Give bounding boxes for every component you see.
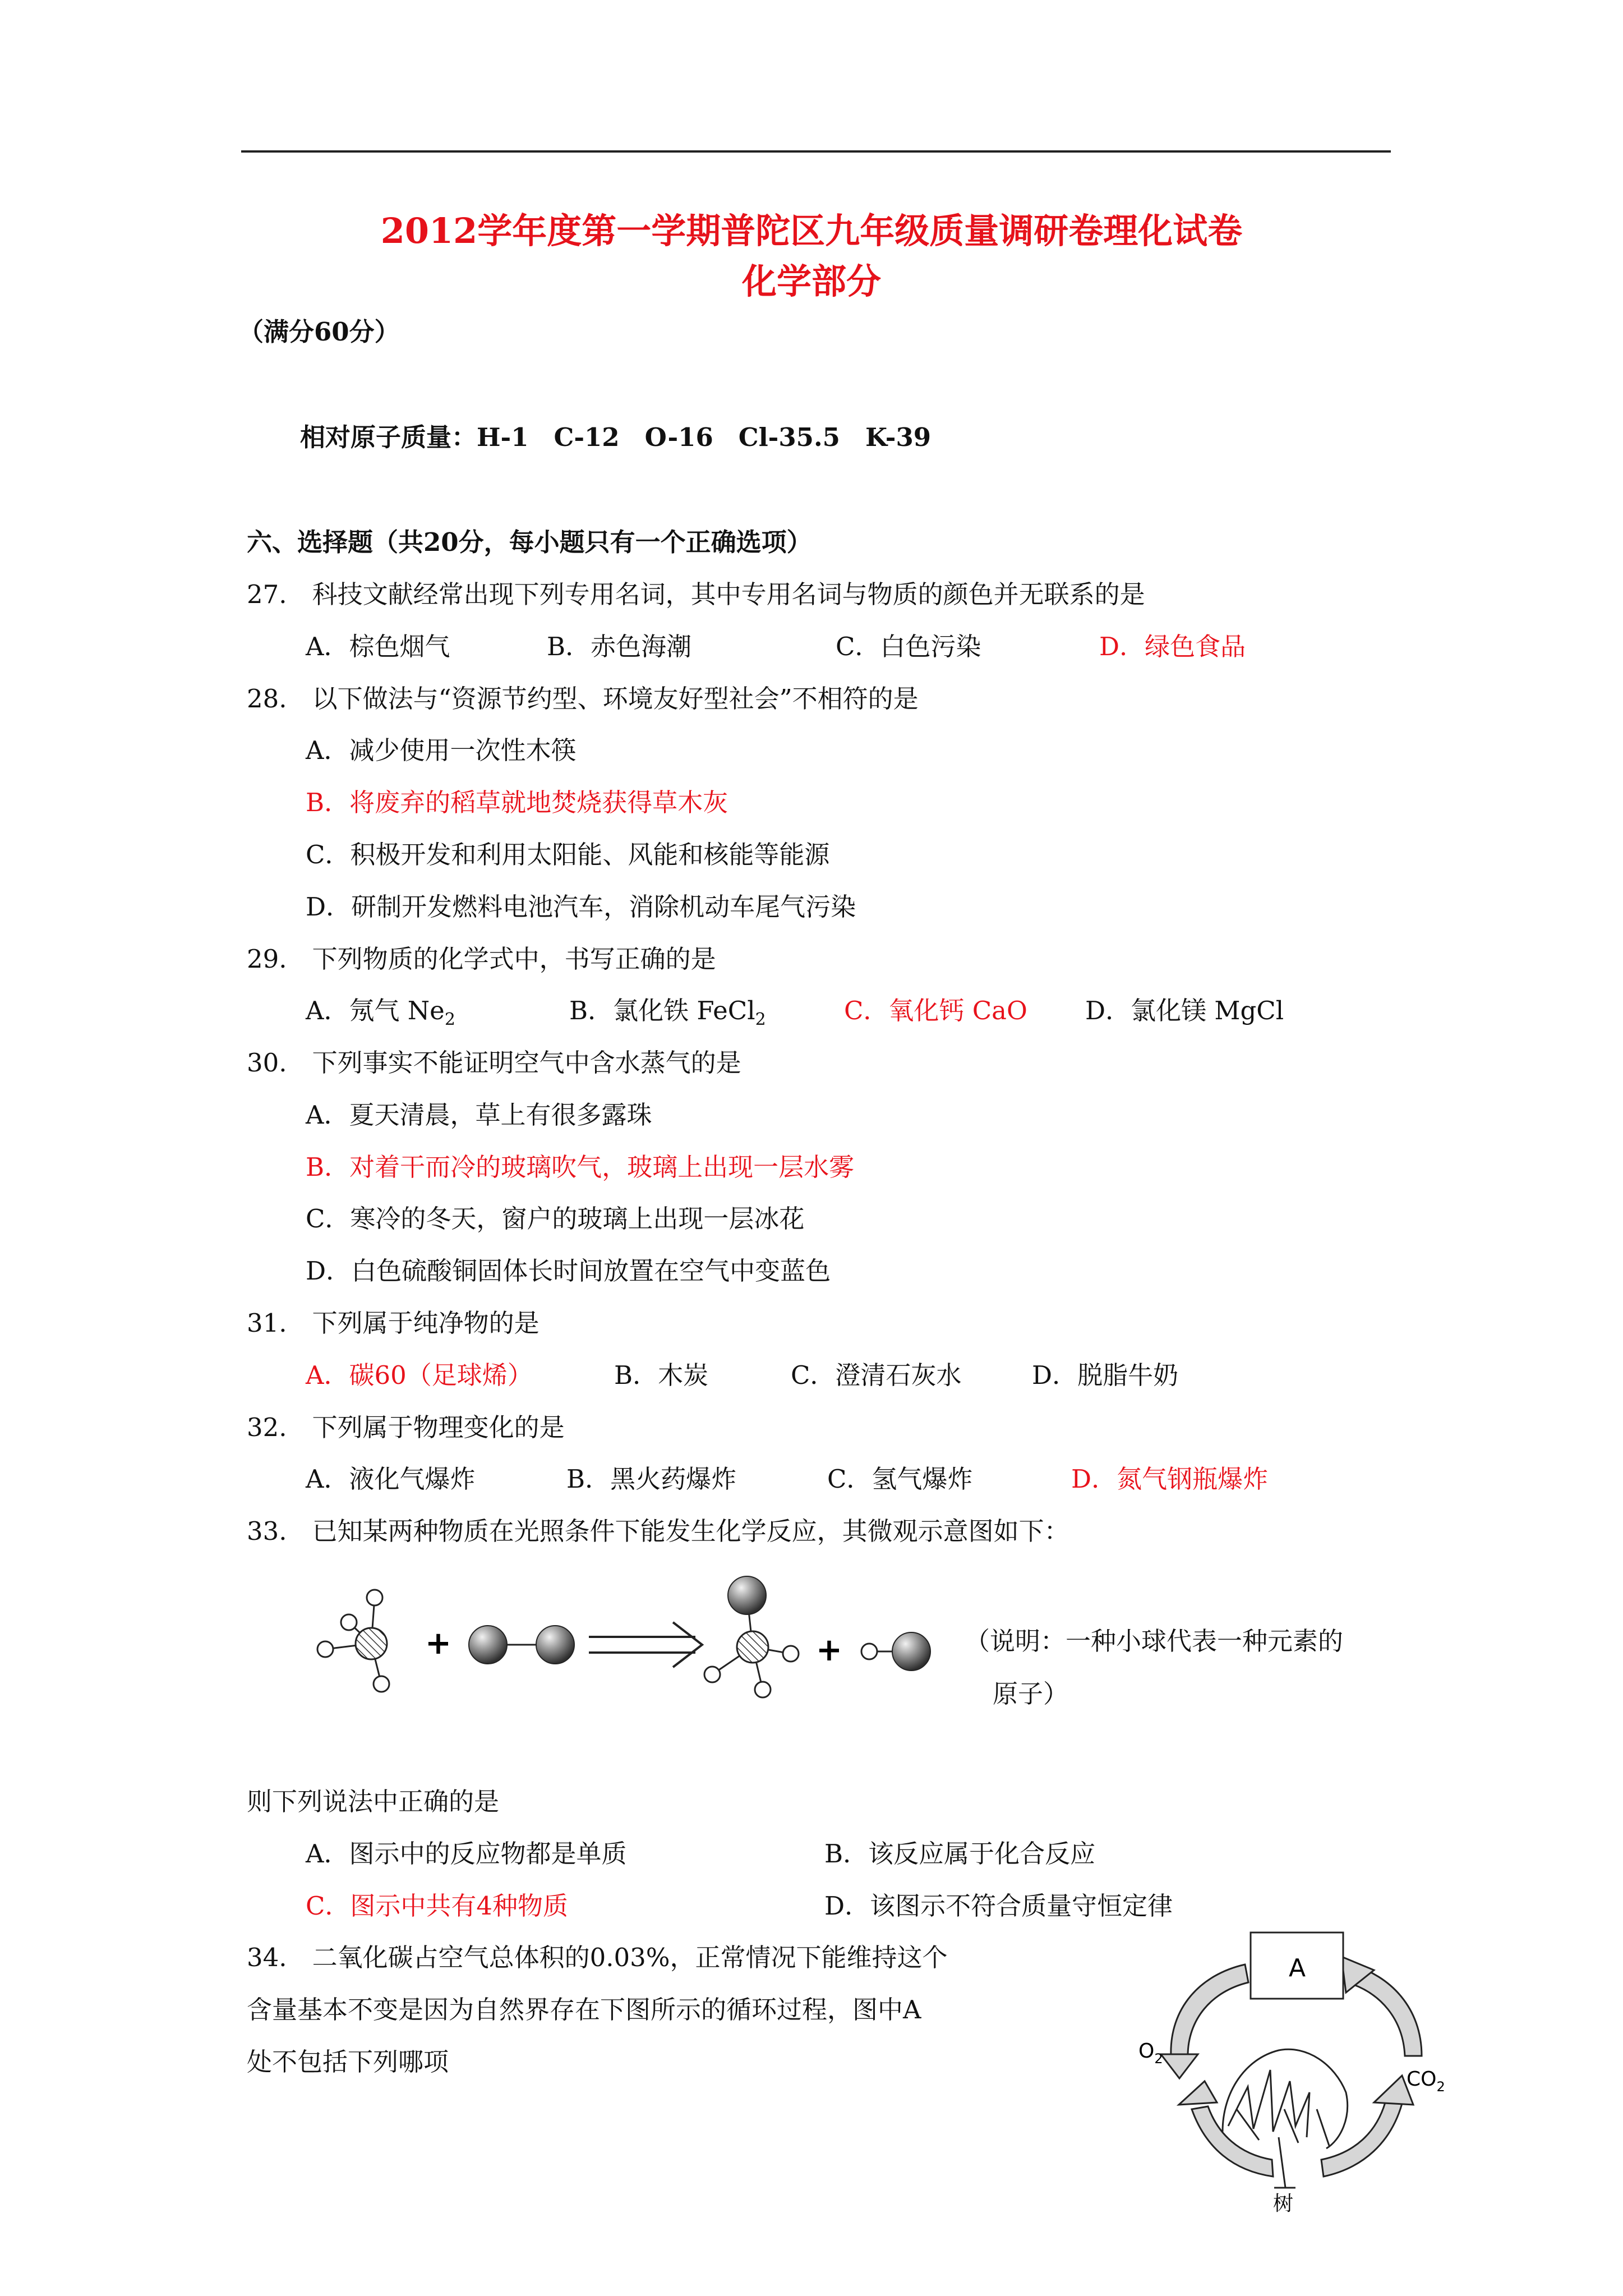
q27-option-c: C．白色污染 xyxy=(836,632,981,661)
exam-title: 2012学年度第一学期普陀区九年级质量调研卷理化试卷 xyxy=(380,210,1243,251)
q29-option-b-subscript: 2 xyxy=(755,1010,766,1029)
q29-option-b-text: B．氯化铁 FeCl xyxy=(569,996,755,1025)
q32-option-b: B．黑火药爆炸 xyxy=(566,1464,737,1494)
q27-option-b: B．赤色海潮 xyxy=(547,632,692,661)
reactant-molecule-2 xyxy=(469,1626,574,1664)
co2-label xyxy=(1407,2068,1445,2095)
q32-option-d-answer: D．氮气钢瓶爆炸 xyxy=(1071,1464,1269,1494)
q27-option-d-answer: D．绿色食品 xyxy=(1099,632,1246,661)
q31-option-c: C．澄清石灰水 xyxy=(791,1360,962,1390)
q30-option-d: D．白色硫酸铜固体长时间放置在空气中变蓝色 xyxy=(306,1256,831,1286)
q32-stem: 32. 下列属于物理变化的是 xyxy=(247,1412,565,1442)
q28-option-c: C．积极开发和利用太阳能、风能和核能等能源 xyxy=(306,840,830,869)
q28-option-d: D．研制开发燃料电池汽车，消除机动车尾气污染 xyxy=(306,892,856,922)
q31-option-d: D．脱脂牛奶 xyxy=(1032,1360,1179,1390)
q28-option-b-answer: B．将废弃的稻草就地焚烧获得草木灰 xyxy=(306,788,728,817)
co2-label-text: CO xyxy=(1407,2068,1437,2091)
plus-sign-1: + xyxy=(425,1625,451,1662)
q29-option-b xyxy=(569,994,766,1037)
reaction-arrow xyxy=(589,1622,702,1667)
carbon-cycle-diagram xyxy=(1138,1924,1453,2216)
q33-note-line1: （说明：一种小球代表一种元素的 xyxy=(965,1626,1344,1656)
tree-label: 树 xyxy=(1273,2192,1294,2215)
q28-option-a: A．减少使用一次性木筷 xyxy=(306,735,577,765)
q32-option-c: C．氢气爆炸 xyxy=(827,1464,973,1494)
q31-option-b: B．木炭 xyxy=(614,1360,709,1390)
reactant-molecule-1 xyxy=(317,1590,389,1692)
q31-stem: 31. 下列属于纯净物的是 xyxy=(247,1308,540,1338)
q28-stem: 28. 以下做法与“资源节约型、环境友好型社会”不相符的是 xyxy=(247,684,919,714)
q29-option-a-text: A．氖气 Ne xyxy=(306,996,445,1025)
q30-stem: 30. 下列事实不能证明空气中含水蒸气的是 xyxy=(247,1048,741,1078)
exam-subtitle: 化学部分 xyxy=(741,261,881,302)
co2-label-subscript: 2 xyxy=(1436,2079,1445,2095)
q29-option-c-answer: C．氧化钙 CaO xyxy=(844,996,1027,1025)
product-molecule-2 xyxy=(861,1632,930,1671)
section-heading: 六、选择题（共20分，每小题只有一个正确选项） xyxy=(247,527,812,557)
q29-stem: 29. 下列物质的化学式中，书写正确的是 xyxy=(247,944,716,974)
o2-label xyxy=(1138,2040,1163,2067)
q34-line2: 含量基本不变是因为自然界存在下图所示的循环过程，图中A xyxy=(247,1995,921,2024)
q29-option-a xyxy=(306,994,455,1037)
full-score: （满分60分） xyxy=(238,317,400,347)
plus-sign-2: + xyxy=(816,1632,842,1668)
product-molecule-1 xyxy=(704,1576,799,1697)
q33-stem: 33. 已知某两种物质在光照条件下能发生化学反应，其微观示意图如下： xyxy=(247,1516,1069,1546)
q29-option-d: D．氯化镁 MgCl xyxy=(1085,996,1284,1025)
q33-note-line2: 原子） xyxy=(993,1679,1069,1709)
q29-option-a-subscript: 2 xyxy=(444,1010,455,1029)
o2-label-text: O xyxy=(1138,2040,1155,2063)
q33-follow: 则下列说法中正确的是 xyxy=(247,1787,500,1816)
q32-option-a: A．液化气爆炸 xyxy=(306,1464,476,1494)
reaction-diagram xyxy=(303,1571,976,1717)
q27-option-a: A．棕色烟气 xyxy=(306,632,450,661)
q31-option-a-answer: A．碳60（足球烯） xyxy=(306,1360,533,1390)
q33-option-b: B．该反应属于化合反应 xyxy=(824,1839,1096,1869)
q27-stem: 27. 科技文献经常出现下列专用名词，其中专用名词与物质的颜色并无联系的是 xyxy=(247,579,1145,609)
q30-option-c: C．寒冷的冬天，窗户的玻璃上出现一层冰花 xyxy=(306,1204,805,1234)
q34-line3: 处不包括下列哪项 xyxy=(247,2047,449,2077)
top-rule xyxy=(241,150,1391,153)
q34-line1: 34. 二氧化碳占空气总体积的0.03%，正常情况下能维持这个 xyxy=(247,1943,948,1972)
q30-option-b-answer: B．对着干而冷的玻璃吹气，玻璃上出现一层水雾 xyxy=(306,1152,855,1182)
q33-option-c-answer: C．图示中共有4种物质 xyxy=(306,1891,569,1921)
q33-option-a: A．图示中的反应物都是单质 xyxy=(306,1839,627,1869)
cycle-box-a-label: A xyxy=(1288,1954,1306,1982)
atomic-mass: 相对原子质量：H-1 C-12 O-16 Cl-35.5 K-39 xyxy=(300,422,932,452)
q33-option-d: D．该图示不符合质量守恒定律 xyxy=(824,1891,1173,1921)
q30-option-a: A．夏天清晨，草上有很多露珠 xyxy=(306,1100,652,1130)
o2-label-subscript: 2 xyxy=(1154,2051,1163,2067)
